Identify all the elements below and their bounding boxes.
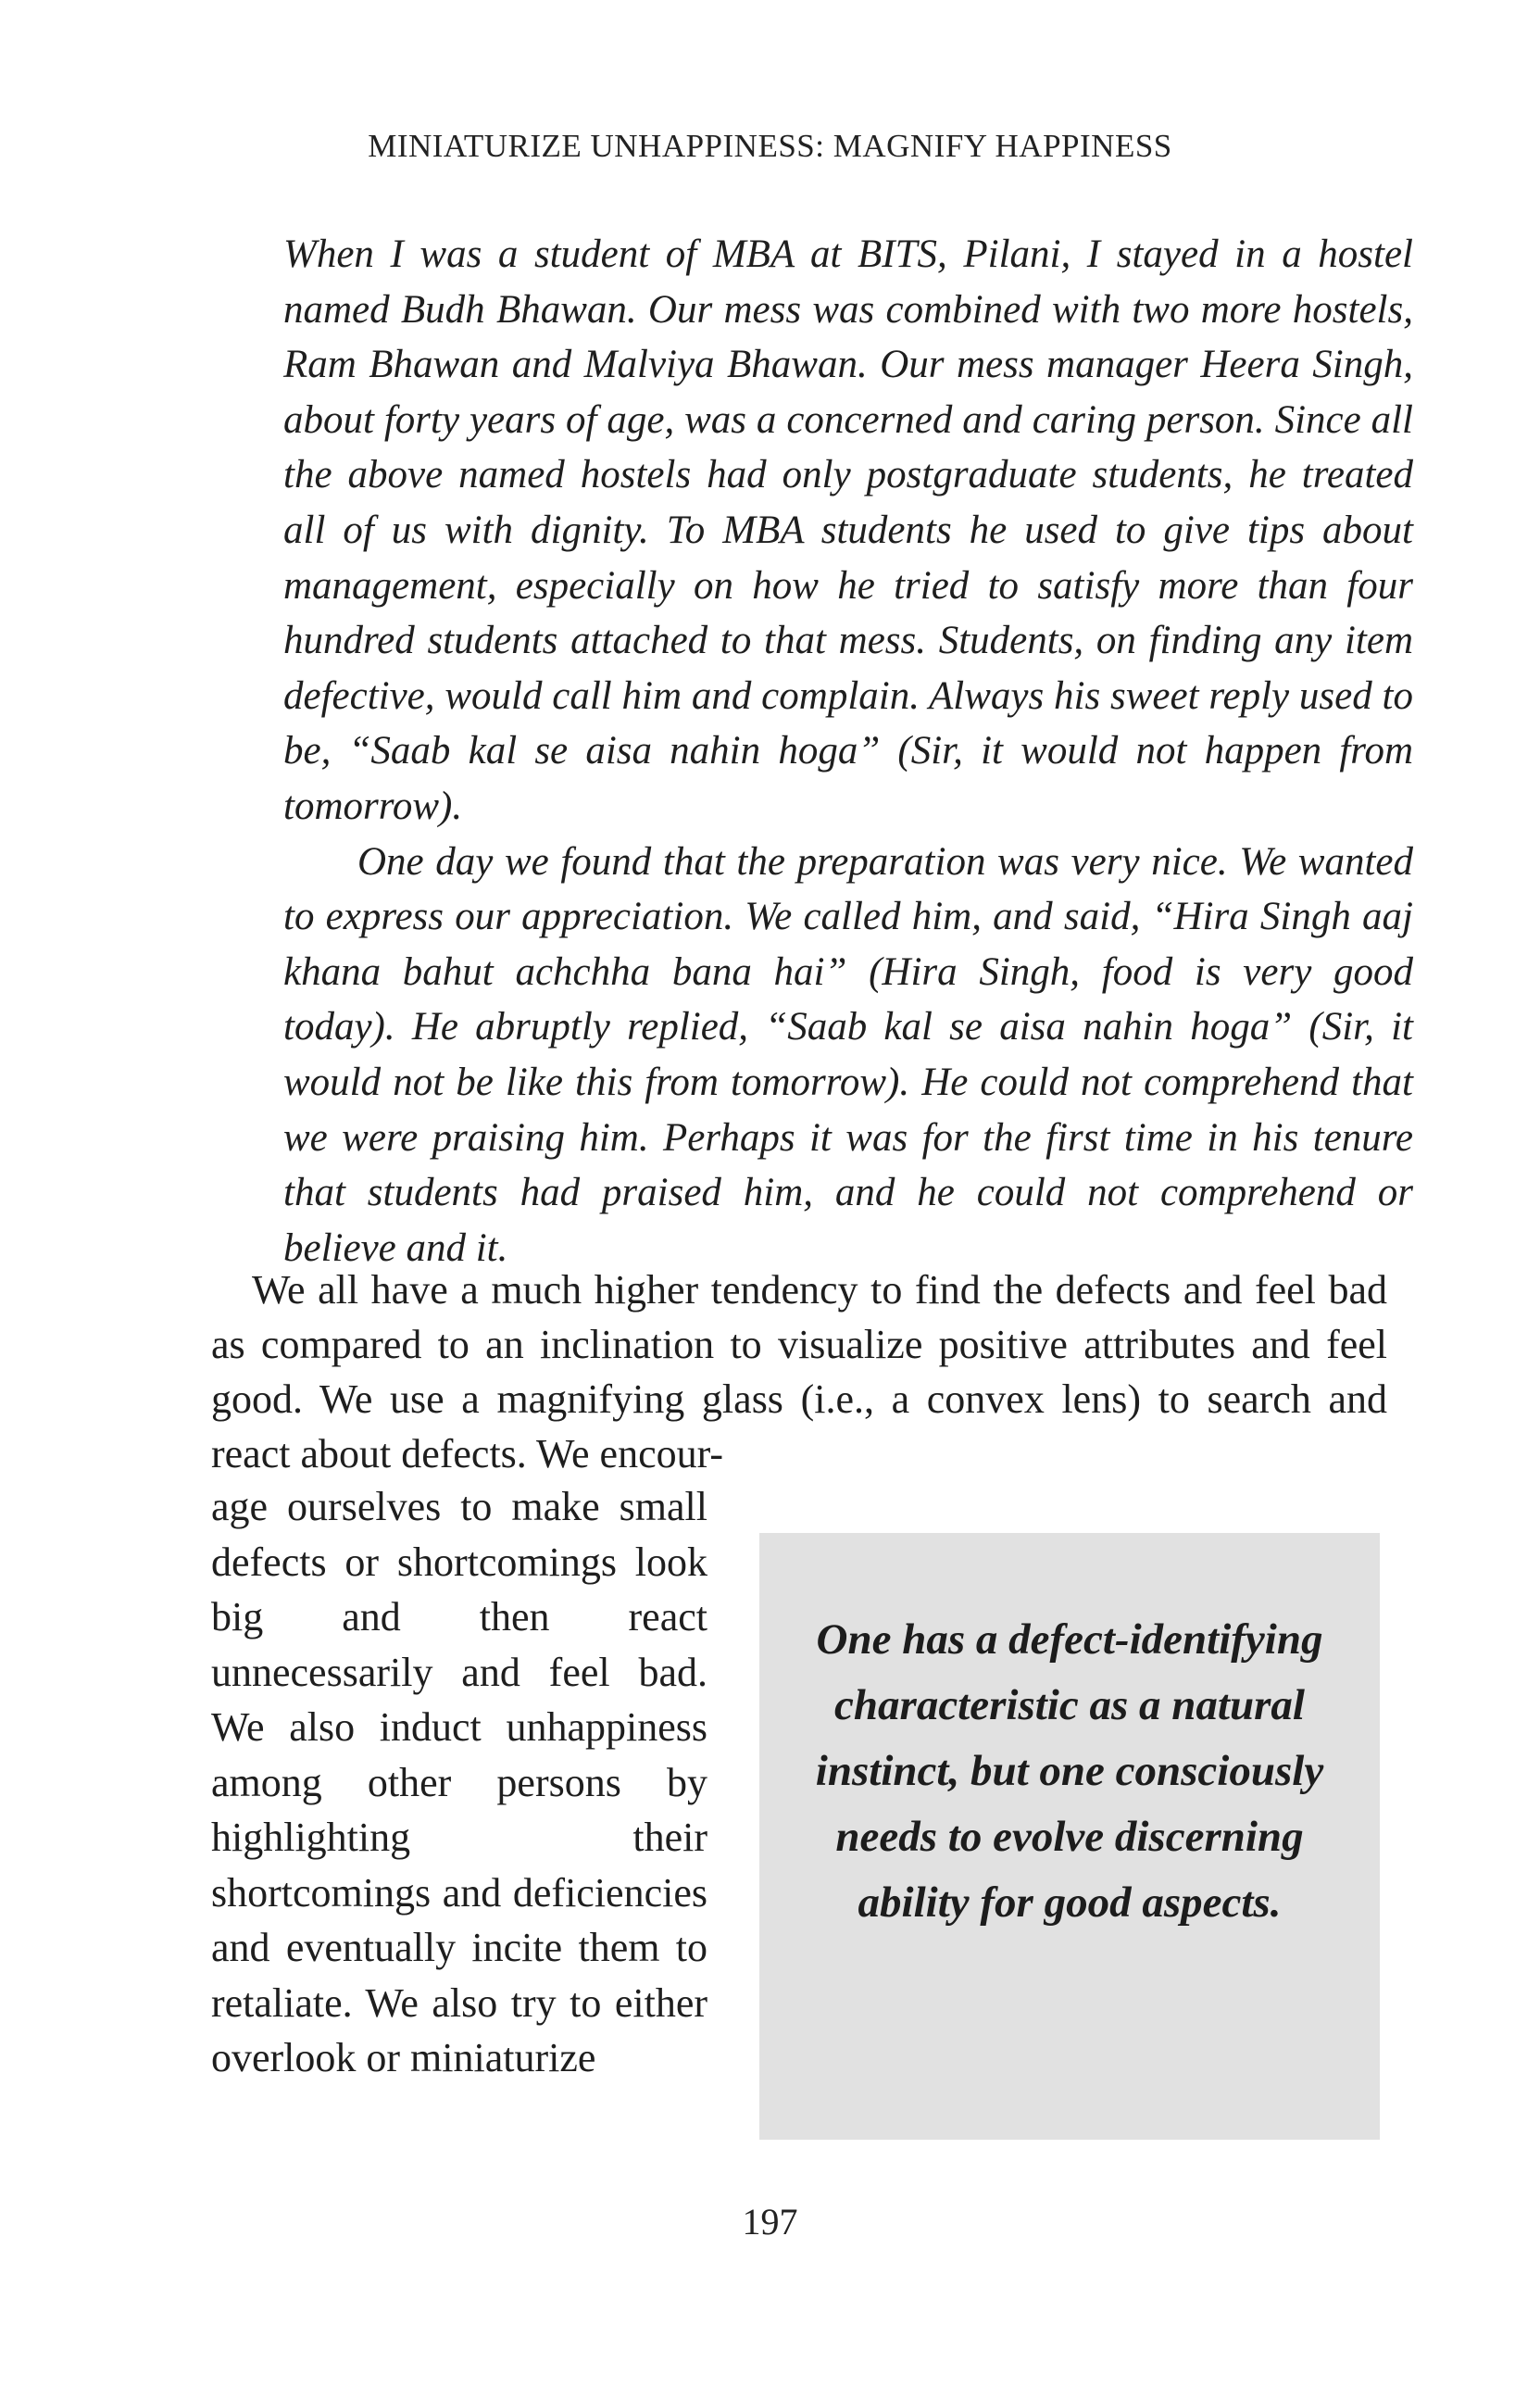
page-number: 197 — [742, 2201, 798, 2243]
anecdote-block — [283, 227, 1413, 1275]
pullquote-box — [759, 1533, 1380, 2140]
running-header: MINIATURIZE UNHAPPINESS: MAGNIFY HAPPINESS — [368, 128, 1172, 164]
pullquote-text: One has a defect-identifying characteristic as a natural instinct, but one consciously needs to evolve discerning ability for good aspects. — [815, 1615, 1324, 1927]
body-narrow-paragraph: age ourselves to make small defects or shortcomings look big and then react unnecessarily and feel bad. We also induct unhappiness among other persons by highlighting their shortcomings and deficiencies and eventually incite them to retaliate. We also try to either overlook or miniaturize — [211, 1484, 707, 2080]
anecdote-paragraph-1: When I was a student of MBA at BITS, Pilani, I stayed in a hostel named Budh Bhawan. Our mess was combined with two more hostels, Ram Bhawan and Malviya Bhawan. Our mess manager Heera Singh, about forty years of age, was a concerned and caring person. Since all the above named hostels had only postgraduate students, he treated all of us with dignity. To MBA students he used to give tips about management, especially on how he tried to satisfy more than four hundred students attached to that mess. Students, on finding any item defective, would call him and complain. Always his sweet reply used to be, “Saab kal se aisa nahin hoga” (Sir, it would not happen from tomorrow). — [283, 232, 1413, 828]
body-narrow-block — [211, 1479, 707, 2086]
body-lead-block — [211, 1263, 1387, 1481]
anecdote-paragraph-2: One day we found that the preparation was very nice. We wanted to express our appreciation. We called him, and said, “Hira Singh aaj khana bahut achchha bana hai” (Hira Singh, food is very good today). He abruptly replied, “Saab kal se aisa nahin hoga” (Sir, it would not be like this from tomorrow). He could not comprehend that we were praising him. Perhaps it was for the first time in his tenure that students had praised him, and he could not comprehend or believe and it. — [283, 839, 1413, 1270]
body-lead-paragraph: We all have a much higher tendency to find the defects and feel bad as compared to an inclination to visualize positive attributes and feel good. We use a magnifying glass (i.e., a convex lens) to search and react about defects. We encour- — [211, 1267, 1387, 1476]
